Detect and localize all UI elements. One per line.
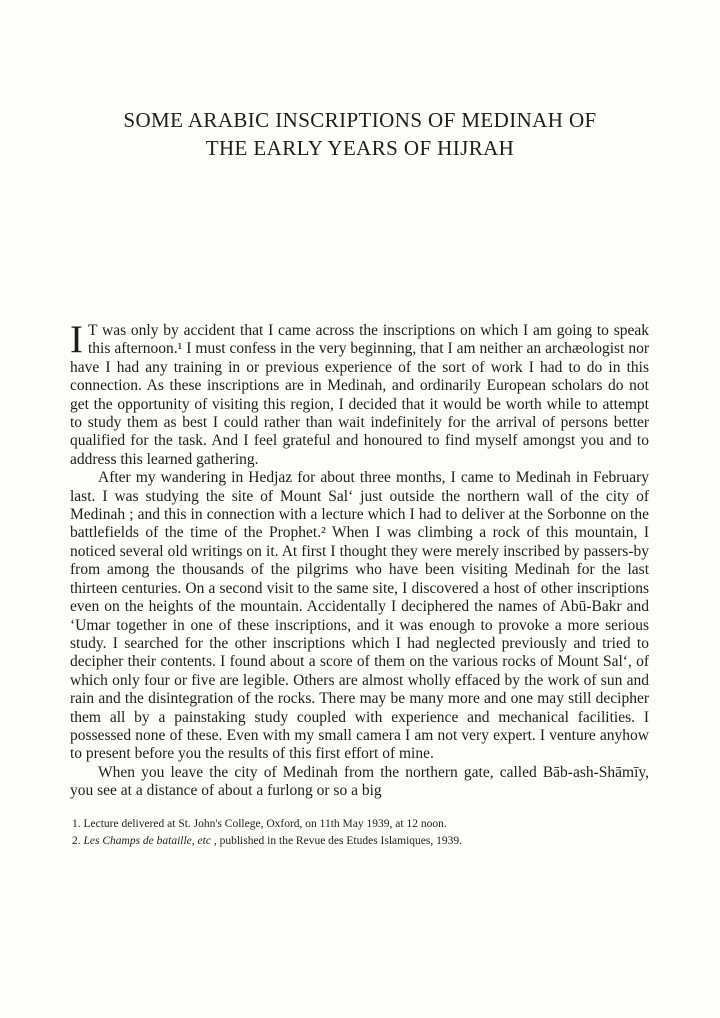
article-body xyxy=(70,318,649,801)
footnote-2-work-title: Les Champs de bataille, etc , xyxy=(80,834,217,847)
page-title xyxy=(40,106,680,162)
paragraph-1 xyxy=(70,318,649,469)
footnotes-section xyxy=(72,816,660,850)
footnote-2-number: 2. xyxy=(72,834,81,847)
footnote-2-rest: published in the Revue des Etudes Islamiques, 1939. xyxy=(216,834,462,847)
title-line-1: SOME ARABIC INSCRIPTIONS OF MEDINAH OF xyxy=(123,108,597,132)
paragraph-2: After my wandering in Hedjaz for about three months, I came to Medinah in February last. I was studying the site of Mount Salʻ just outside the northern wall of the city of Medinah ; and this in connection with a lecture which I had to deliver at the Sorbonne on the battlefields of the time of the Prophet.² When I was climbing a rock of this mountain, I noticed several old writings on it. At first I thought they were merely inscribed by passers-by from among the thousands of the pilgrims who have been visiting Medinah for the last thirteen centuries. On a second visit to the same site, I discovered a host of other inscriptions even on the heights of the mountain. Accidentally I deciphered the names of Abū-Bakr and ʻUmar together in one of these inscriptions, and it was enough to provoke a more serious study. I searched for the other inscriptions which I had neglected previously and tried to decipher their contents. I found about a score of them on the various rocks of Mount Salʻ, of which only four or five are legible. Others are almost wholly effaced by the work of sun and rain and the disintegration of the rocks. There may be many more and one may still decipher them all by a painstaking study coupled with experience and mechanical facilities. I possessed none of these. Even with my small camera I am not very expert. I venture anyhow to present before you the results of this first effort of mine. xyxy=(70,469,649,763)
footnote-2 xyxy=(72,833,660,850)
paragraph-1-text: T was only by accident that I came across the inscriptions on which I am going to speak this afternoon.¹ I must confess in the very beginning, that I am neither an archæologist nor have I had any training in or previous experience of the sort of work I had to do in this connection. As these inscriptions are in Medinah, and ordinarily European scholars do not get the opportunity of visiting this region, I decided that it would be worth while to attempt to study them as best I could rather than wait indefinitely for the arrival of persons better qualified for the task. And I feel grateful and honoured to find myself amongst you and to address this learned gathering. xyxy=(70,322,649,468)
paragraph-3: When you leave the city of Medinah from the northern gate, called Bāb-ash-Shāmīy, you see at a distance of about a furlong or so a big xyxy=(70,763,649,800)
title-line-2: THE EARLY YEARS OF HIJRAH xyxy=(205,136,515,160)
dropcap-letter: I xyxy=(70,318,83,361)
footnote-1: 1. Lecture delivered at St. John's College, Oxford, on 11th May 1939, at 12 noon. xyxy=(72,817,447,830)
